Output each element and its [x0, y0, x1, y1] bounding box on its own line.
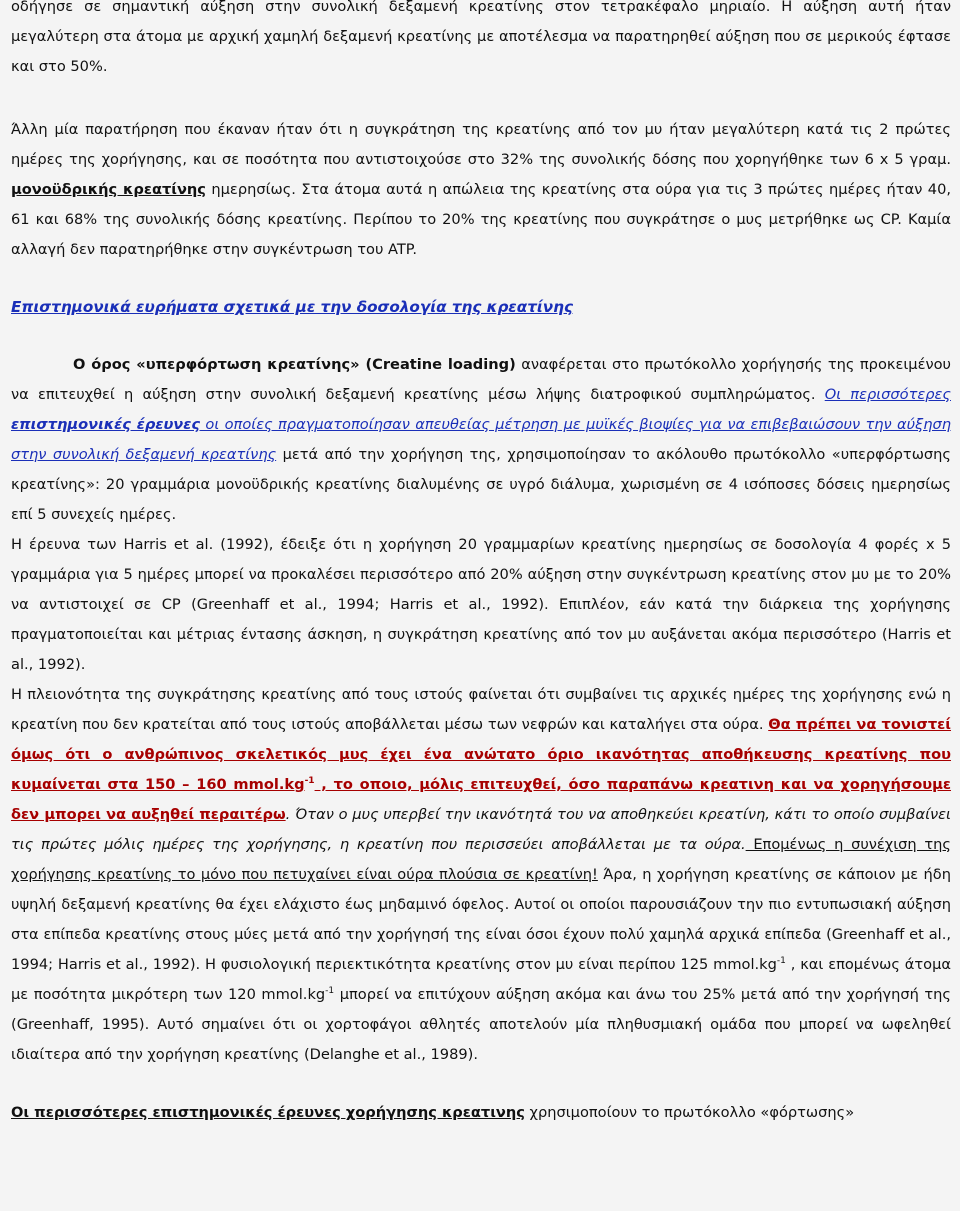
loading-italic-a: Οι περισσότερες — [824, 386, 951, 403]
unit-exponent: -1 — [304, 776, 315, 786]
retention-emphasis-b: , το οποιο, μόλις επιτευχθεί, όσο παραπάνω κρεατινη και να χορηγήσουμε δεν μπορει να αυξηθεί περαιτέρω — [11, 776, 951, 823]
link-creatine-studies[interactable]: Οι περισσότερες επιστημονικές έρευνες χορήγησης κρεατινης — [11, 1104, 525, 1121]
protocol-text: χρησιμοποίουν το πρωτόκολλο «φόρτωσης» — [524, 1104, 855, 1121]
observation-text-b: ημερησίως. Στα άτομα αυτά η απώλεια της κρεατίνης στα ούρα για τις 3 πρώτες ημέρες ήταν 40, 61 και 68% της συνολικής δόσης κρεατίνης. Περίπου το 20% της κρεατίνης που συγκράτησε ο μυς μετρήθηκε ως CP. Καμία αλλαγή δεν παρατηρήθηκε στην συγκέντρωση του ATP. — [11, 181, 951, 258]
link-monohydrate-creatine[interactable]: μονοϋδρικής κρεατίνης — [11, 181, 206, 198]
loading-text-a: αναφέρεται στο πρωτόκολλο χορήγησής της προκειμένου να επιτευχθεί η αύξηση στην συνολική δεξαμενή κρεατίνης μέσω λήψης διατροφικού συμπληρώματος. — [11, 356, 951, 403]
paragraph-harris: Η έρευνα των Harris et al. (1992), έδειξε ότι η χορήγηση 20 γραμμαρίων κρεατίνης ημερησίως σε δοσολογία 4 φορές x 5 γραμμάρια για 5 ημέρες μπορεί να προκαλέσει περισσότερο από 20% αύξηση στην συγκέντρωση κρεατίνης στον μυ με το 20% να αντιστοιχεί σε CP (Greenhaff et al., 1994; Harris et al., 1992). Επιπλέον, εάν κατά την διάρκεια της χορήγησης πραγματοποιείται και μέτριας έντασης άσκηση, η συγκράτηση κρεατίνης από τον μυ αυξάνεται ακόμα περισσότερο (Harris et al., 1992). — [11, 536, 951, 673]
paragraph-loading-protocol — [11, 1098, 951, 1128]
retention-text-a: Η πλειονότητα της συγκράτησης κρεατίνης από τους ιστούς φαίνεται ότι συμβαίνει τις αρχικές ημέρες της χορήγησης ενώ η κρεατίνη που δεν κρατείται από τους ιστούς αποβάλλεται μέσω των νεφρών και καταλήγει στα ούρα. — [11, 686, 951, 733]
unit-exponent: -1 — [325, 986, 335, 996]
retention-italic: . Όταν ο μυς υπερβεί την ικανότητά του να αποθηκεύει κρεατίνη, κάτι το οποίο συμβαίνει τις πρώτες μόλις ημέρες της χορήγησης, η κρεατίνη που περισσεύει αποβάλλεται με τα ούρα. — [11, 806, 951, 853]
loading-term: Ο όρος «υπερφόρτωση κρεατίνης» (Creatine loading) — [73, 356, 516, 373]
loading-italic-b: οι οποίες πραγματοποίησαν απευθείας μέτρηση με μυϊκές βιοψίες για να επιβεβαιώσουν την αύξηση στην συνολική δεξαμενή κρεατίνης — [11, 416, 951, 463]
section-heading: Επιστημονικά ευρήματα σχετικά με την δοσολογία της κρεατίνης — [11, 298, 573, 316]
retention-text-c: , και επομένως άτομα με ποσότητα μικρότερη των 120 mmol.kg — [11, 956, 952, 1003]
link-scientific-studies[interactable]: επιστημονικές έρευνες — [11, 416, 201, 433]
retention-emphasis-a: Θα πρέπει να τονιστεί όμως ότι ο ανθρώπινος σκελετικός μυς έχει ένα ανώτατο όριο ικανότητας αποθήκευσης κρεατίνης που κυμαίνεται στα 150 – 160 mmol.kg — [11, 716, 951, 793]
retention-text-b: Άρα, η χορήγηση κρεατίνης σε κάποιον με ήδη υψηλή δεξαμενή κρεατίνης θα έχει ελάχιστο έως μηδαμινό όφελος. Αυτοί οι οποίοι παρουσιάζουν την πιο εντυπωσιακή αύξηση στα επίπεδα κρεατίνης στους μύες μετά από την χορήγησή της είναι όσοι έχουν πολύ χαμηλά αρχικά επίπεδα (Greenhaff et al., 1994; Harris et al., 1992). Η φυσιολογική περιεκτικότητα κρεατίνης στον μυ είναι περίπου 125 mmol.kg — [11, 866, 951, 973]
observation-text-a: Άλλη μία παρατήρηση που έκαναν ήταν ότι η συγκράτηση της κρεατίνης από τον μυ ήταν μεγαλύτερη κατά τις 2 πρώτες ημέρες της χορήγησης, και σε ποσότητα που αντιστοιχούσε στο 32% της συνολικής δόσης που χορηγήθηκε των 6 x 5 γραμ. — [11, 121, 951, 168]
paragraph-observation — [11, 115, 951, 265]
unit-exponent: -1 — [776, 956, 786, 966]
retention-text-d: μπορεί να επιτύχουν αύξηση ακόμα και άνω του 25% μετά από την χορήγησή της (Greenhaff, 1995). Αυτό σημαίνει ότι οι χορτοφάγοι αθλητές αποτελούν μία πληθυσμιακή ομάδα που μπορεί να ωφεληθεί ιδιαίτερα από την χορήγηση κρεατίνης (Delanghe et al., 1989). — [11, 986, 951, 1063]
paragraph-intro: οδήγησε σε σημαντική αύξηση στην συνολική δεξαμενή κρεατίνης στον τετρακέφαλο μηριαίο. Η αύξηση αυτή ήταν μεγαλύτερη στα άτομα με αρχική χαμηλή δεξαμενή κρεατίνης με αποτέλεσμα να παρατηρηθεί αύξηση που σε μερικούς έφτασε και στο 50%. — [11, 0, 951, 75]
paragraph-loading-definition — [11, 350, 951, 530]
paragraph-retention — [11, 680, 951, 1070]
loading-text-b: μετά από την χορήγηση της, χρησιμοποίησαν το ακόλουθο πρωτόκολλο «υπερφόρτωσης κρεατίνης»: 20 γραμμάρια μονοϋδρικής κρεατίνης διαλυμένης σε υγρό διάλυμα, χωρισμένη σε 4 ισόποσες δόσεις ημερησίως επί 5 συνεχείς ημέρες. — [11, 446, 951, 523]
retention-underlined: Επομένως η συνέχιση της χορήγησης κρεατίνης το μόνο που πετυχαίνει είναι ούρα πλούσια σε κρεατίνη! — [11, 836, 951, 883]
